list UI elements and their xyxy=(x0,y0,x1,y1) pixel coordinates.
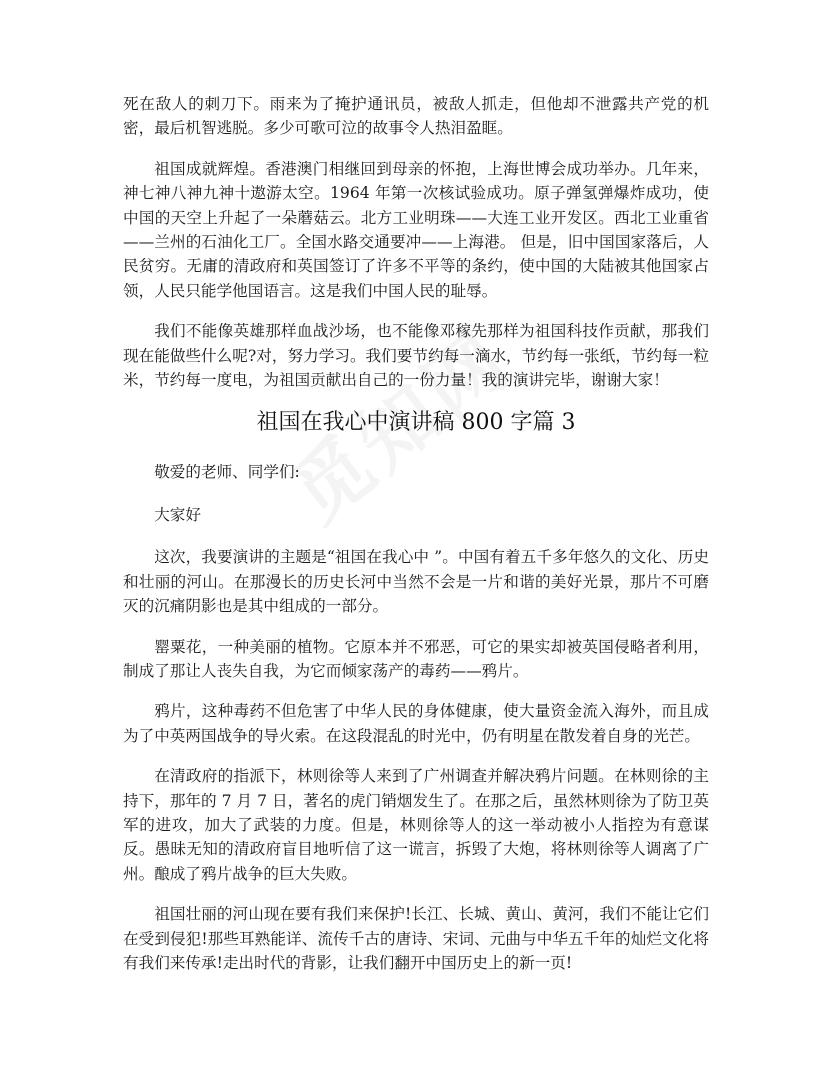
paragraph-protect: 祖国壮丽的河山现在要有我们来保护!长江、长城、黄山、黄河，我们不能让它们在受到侵犯!那些耳熟能详、流传千古的唐诗、宋词、元曲与中华五千年的灿烂文化将有我们来传承!走出时代的背影，让我们翻开中国历史上的新一页! xyxy=(123,905,709,972)
greeting: 大家好 xyxy=(154,505,201,524)
paragraph-continuation: 死在敌人的刺刀下。雨来为了掩护通讯员，被敌人抓走，但他却不泄露共产党的机密，最后机智逃脱。多少可歌可泣的故事令人热泪盈眶。 xyxy=(123,95,709,138)
paragraph-conclusion: 我们不能像英雄那样血战沙场，也不能像邓稼先那样为祖国科技作贡献，那我们现在能做些什么呢?对，努力学习。我们要节约每一滴水，节约每一张纸，节约每一粒米，节约每一度电，为祖国贡献出自己的一份力量！我的演讲完毕，谢谢大家！ xyxy=(123,322,709,390)
paragraph-poppy: 罂粟花，一种美丽的植物。它原本并不邪恶，可它的果实却被英国侵略者利用，制成了那让人丧失自我，为它而倾家荡产的毒药——鸦片。 xyxy=(123,637,709,680)
document-body xyxy=(123,92,709,991)
paragraph-opium: 鸦片，这种毒药不但危害了中华人民的身体健康，使大量资金流入海外，而且成为了中英两国战争的导火索。在这段混乱的时光中，仍有明星在散发着自身的光芒。 xyxy=(123,702,709,745)
paragraph-theme: 这次，我要演讲的主题是“祖国在我心中 ”。中国有着五千多年悠久的文化、历史和壮丽的河山。在那漫长的历史长河中当然不会是一片和谐的美好光景，那片不可磨灭的沉痛阴影也是其中组成的一部分。 xyxy=(123,548,709,616)
salutation: 敬爱的老师、同学们: xyxy=(154,463,300,482)
section-heading: 祖国在我心中演讲稿 800 字篇 3 xyxy=(256,410,576,436)
paragraph-lin-zexu: 在清政府的指派下，林则徐等人来到了广州调查并解决鸦片问题。在林则徐的主持下，那年的 7 月 7 日，著名的虎门销烟发生了。在那之后，虽然林则徐为了防卫英军的进攻，加大了武装的力度。但是，林则徐等人的这一举动被小人指控为有意谋反。愚昧无知的清政府盲目地听信了这一谎言，拆毁了大炮，将林则徐等人调离了广州。酿成了鸦片战争的巨大失败。 xyxy=(123,767,709,883)
paragraph-achievements: 祖国成就辉煌。香港澳门相继回到母亲的怀抱，上海世博会成功举办。几年来，神七神八神九神十遨游太空。1964 年第一次核试验成功。原子弹氢弹爆炸成功，使中国的天空上升起了一朵蘑菇云。北方工业明珠——大连工业开发区。西北工业重省——兰州的石油化工厂。全国水路交通要冲——上海港。 但是，旧中国国家落后，人民贫穷。无庸的清政府和英国签订了许多不平等的条约，使中国的大陆被其他国家占领，人民只能学他国语言。这是我们中国人民的耻辱。 xyxy=(123,159,709,300)
